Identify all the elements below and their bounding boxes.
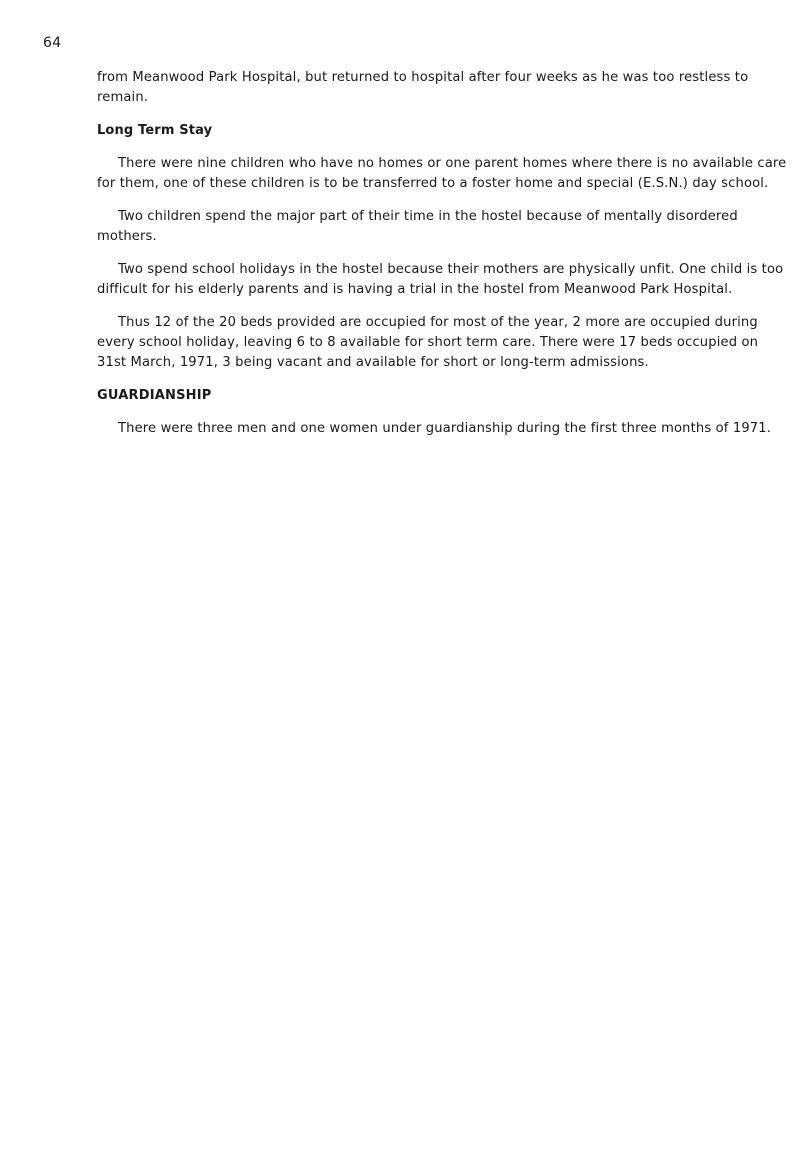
paragraph-guardianship: There were three men and one women under guardianship during the first three months of 1971. xyxy=(118,421,772,436)
heading-long-term-stay: Long Term Stay xyxy=(97,123,213,138)
paragraph-beds-occupancy: Thus 12 of the 20 beds provided are occupied for most of the year, 2 more are occupied during every school holiday, leaving 6 to 8 available for short term care. There were 17 beds occupied on 31st March, 1971, 3 being vacant and available for short or long-term admissions. xyxy=(97,315,759,370)
heading-guardianship: GUARDIANSHIP xyxy=(97,388,212,403)
document-body xyxy=(97,68,789,452)
paragraph-nine-children: There were nine children who have no homes or one parent homes where there is no available care for them, one of these children is to be transferred to a foster home and special (E.S.N.) day school. xyxy=(97,156,787,191)
paragraph-continuation: from Meanwood Park Hospital, but returned to hospital after four weeks as he was too restless to remain. xyxy=(97,70,749,105)
page-number: 64 xyxy=(43,35,62,51)
paragraph-two-children-hostel: Two children spend the major part of their time in the hostel because of mentally disordered mothers. xyxy=(97,209,738,244)
paragraph-school-holidays: Two spend school holidays in the hostel because their mothers are physically unfit. One child is too difficult for his elderly parents and is having a trial in the hostel from Meanwood Park Hospital. xyxy=(97,262,784,297)
